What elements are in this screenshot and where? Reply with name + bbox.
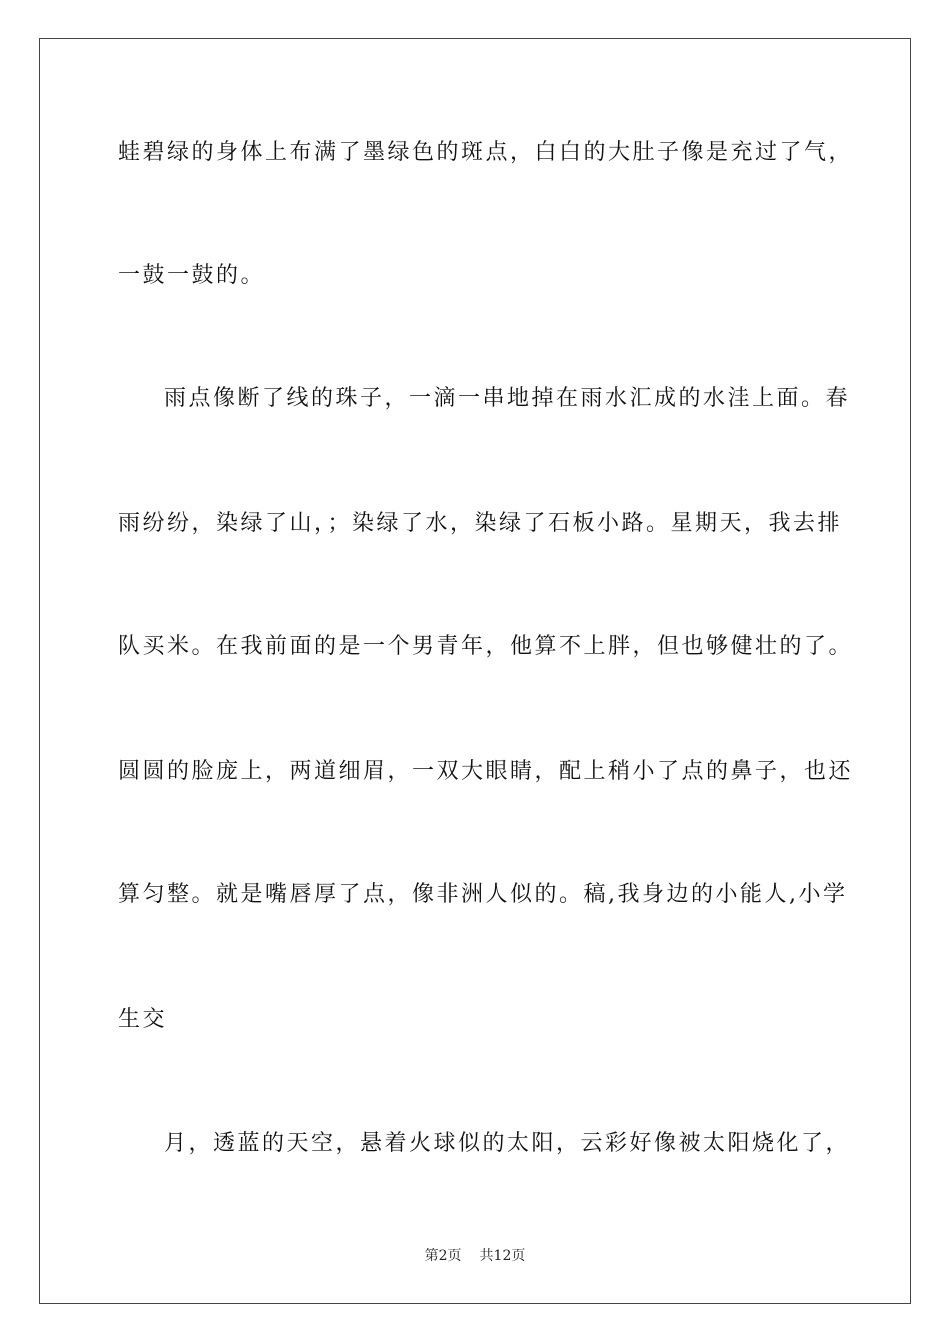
page-number-total: 共12页 <box>479 1248 526 1264</box>
text-line-6: 圆圆的脸庞上，两道细眉，一双大眼睛，配上稍小了点的鼻子，也还 <box>118 759 854 784</box>
text-line-3: 雨点像断了线的珠子，一滴一串地掉在雨水汇成的水洼上面。春 <box>164 386 851 411</box>
page-footer <box>0 1246 950 1266</box>
page-border <box>39 38 911 1304</box>
text-line-9: 月，透蓝的天空，悬着火球似的太阳，云彩好像被太阳烧化了， <box>164 1131 851 1156</box>
text-line-7: 算匀整。就是嘴唇厚了点，像非洲人似的。稿,我身边的小能人,小学 <box>118 882 848 907</box>
text-line-4: 雨纷纷，染绿了山，；染绿了水，染绿了石板小路。星期天，我去排 <box>118 511 843 536</box>
text-line-1: 蛙碧绿的身体上布满了墨绿色的斑点，白白的大肚子像是充过了气， <box>118 140 854 165</box>
page-number-current: 第2页 <box>424 1248 462 1264</box>
text-line-8: 生交 <box>118 1007 168 1032</box>
text-line-5: 队买米。在我前面的是一个男青年，他算不上胖，但也够健壮的了。 <box>118 634 854 659</box>
text-line-2: 一鼓一鼓的。 <box>118 263 266 288</box>
